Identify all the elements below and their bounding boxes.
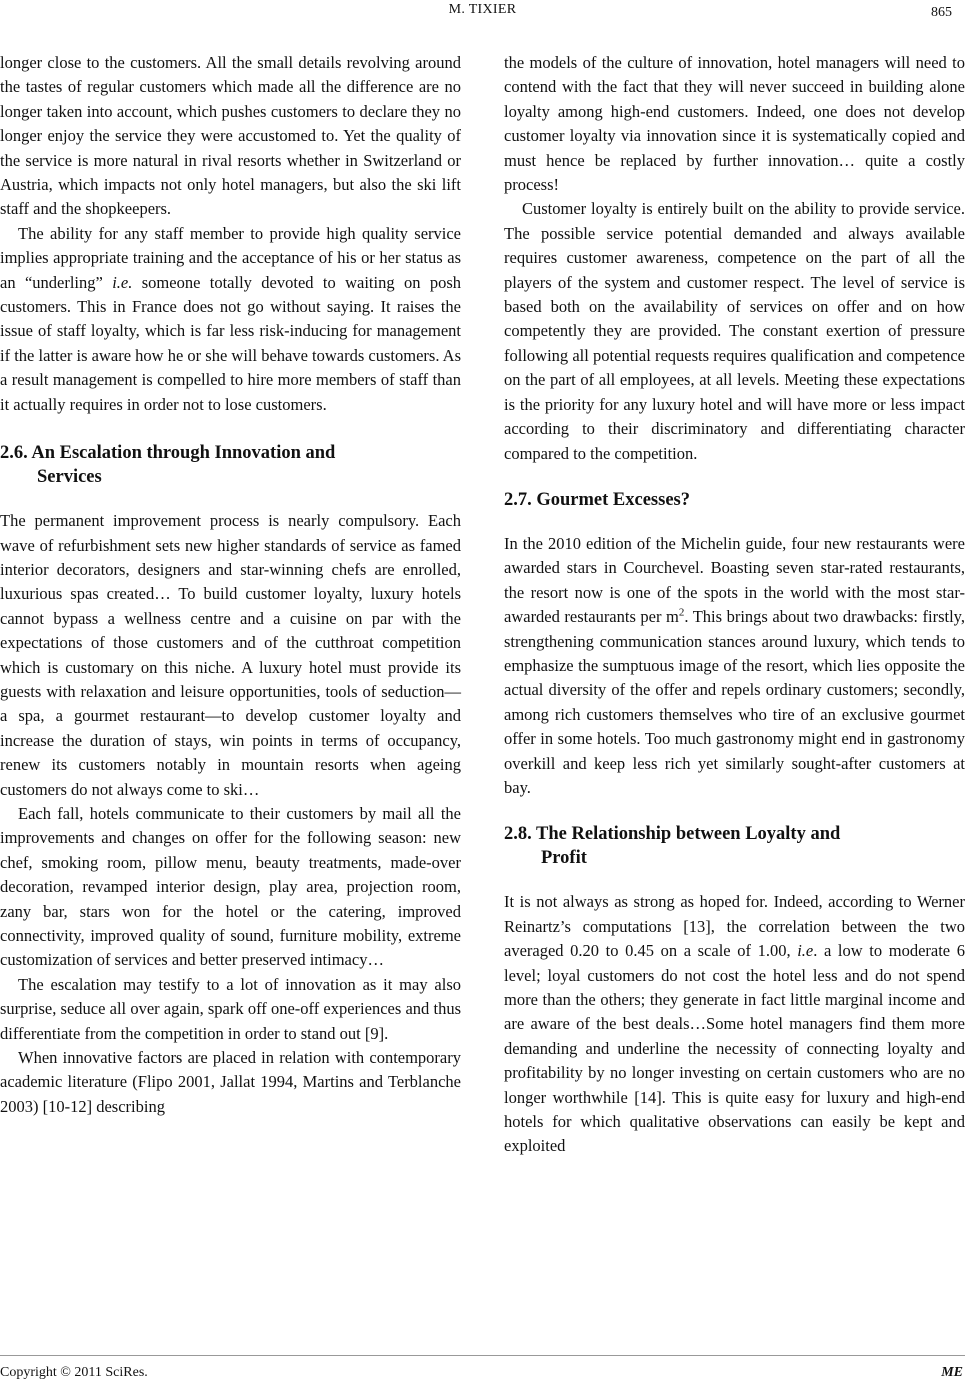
paragraph: the models of the culture of innovation, hotel managers will need to contend with the fact that they will never succeed in building alone loyalty among high-end customers. Indeed, one does not develop customer loyalty via innovation since it is systematically copied and must hence be replaced by further innovation… quite a costly process!	[504, 53, 965, 195]
paragraph-text: someone totally devoted to waiting on posh customers. This in France does not go without saying. It raises the issue of staff loyalty, which is far less risk-inducing for management if the latter is aware how he or she will behave towards customers. As a result management is compelled to hire more members of staff than it actually requires in order not to lose customers.	[0, 272, 461, 414]
right-column	[504, 51, 965, 1159]
heading-line: Services	[37, 467, 102, 488]
paragraph	[0, 222, 461, 417]
heading-line: 2.8. The Relationship between Loyalty and	[504, 824, 841, 845]
paragraph-text: . This brings about two drawbacks: firstly, strengthening communication stances around luxury, which tends to emphasize the sumptuous image of the resort, which lies opposite the actual diversity of the offer and repels ordinary customers; secondly, among rich customers themselves who tire of an exclusive gourmet offer in some hotels. Too much gastronomy might end in gastronomy overkill and keep less rich yet similarly sought-after customers at bay.	[504, 607, 965, 797]
paragraph-text: In the 2010 edition of the Michelin guide, four new restaurants were awarded stars in Courchevel. Boasting seven star-rated restaurants, the resort now is one of the spots in the world with the most star-awarded restaurants per m	[504, 533, 965, 627]
paragraph: Each fall, hotels communicate to their customers by mail all the improvements and changes on offer for the following season: new chef, smoking room, pillow menu, beauty treatments, made-over decoration, revamped interior design, play area, projection room, zany bar, stars won for the hotel or the catering, improved connectivity, improved quality of sound, furniture mobility, extreme customization of services and better preserved intimacy…	[0, 803, 461, 970]
paragraph-text: . a low to moderate 6 level; loyal customers do not cost the hotel less and do not spend more than the others; they generate in fact little marginal income and are aware of the best deals…Some hotel managers find them more demanding and underline the necessity of connecting loyalty and profitability by no longer investing on certain customers who are no longer worthwhile [14]. This is quite easy for luxury and high-end hotels for which qualitative observations can easily be kept and exploited	[504, 941, 965, 1156]
paragraph: The permanent improvement process is nearly compulsory. Each wave of refurbishment sets new higher standards of service as famed interior decorators, designers and star-winning chefs are enrolled, luxurious spas created… To build customer loyalty, luxury hotels cannot bypass a wellness centre and a cuisine on par with the expectations of those customers and of the cutthroat competition which is customary on this niche. A luxury hotel must provide its guests with relaxation and leisure opportunities, tools of seduction—a spa, a gourmet restaurant—to develop customer loyalty and increase the duration of stays, win points in terms of occupancy, renew its customers notably in mountain resorts when ageing customers do not always come to ski…	[0, 511, 461, 799]
heading-line: 2.6. An Escalation through Innovation and	[0, 443, 336, 464]
section-heading-2-6	[0, 441, 461, 489]
paragraph: Customer loyalty is entirely built on the ability to provide service. The possible service potential demanded and always available requires customer awareness, competence on the part of all the players of the system and customer respect. The level of service is based both on the availability of services on offer and on how competently they are provided. The constant exertion of pressure following all potential requests requires qualification and competence on the part of all employees, at all levels. Meeting these expectations is the priority for any luxury hotel and will have more or less impact according to their discriminatory and differentiating character compared to the competition.	[504, 199, 965, 463]
paragraph: The escalation may testify to a lot of innovation as it may also surprise, seduce all over again, spark off one-off experiences and thus differentiate from the competition in order to stand out [9].	[0, 974, 461, 1043]
page-number: 865	[931, 5, 952, 20]
footer-copyright: Copyright © 2011 SciRes.	[0, 1365, 148, 1380]
abbreviation: i.e.	[112, 272, 133, 292]
footer-divider	[0, 1355, 965, 1356]
paragraph: longer close to the customers. All the small details revolving around the tastes of regular customers which made all the difference are no longer taken into account, which pushes customers to declare they no longer enjoy the service they were accustomed to. Yet the quality of the service is more natural in rival resorts whether in Switzerland or Austria, which impacts not only hotel managers, but also the ski lift staff and the shopkeepers.	[0, 53, 461, 219]
paragraph	[504, 890, 965, 1158]
paragraph-text: It is not always as strong as hoped for. Indeed, according to Werner Reinartz’s computations [13], the correlation between the two averaged 0.20 to 0.45 on a scale of 1.00,	[504, 892, 965, 961]
heading-line: Profit	[541, 848, 587, 869]
footer-journal: ME	[941, 1365, 963, 1380]
left-column	[0, 51, 461, 1119]
paragraph: When innovative factors are placed in relation with contemporary academic literature (Flipo 2001, Jallat 1994, Martins and Terblanche 2003) [10-12] describing	[0, 1048, 461, 1116]
section-heading-2-8	[504, 822, 965, 870]
paragraph-text: The ability for any staff member to provide high quality service implies appropriate training and the acceptance of his or her status as an “underling”	[0, 223, 461, 292]
superscript: 2	[678, 606, 685, 619]
running-header-author: M. TIXIER	[448, 2, 517, 17]
section-heading-2-7: 2.7. Gourmet Excesses?	[504, 489, 690, 510]
paragraph	[504, 532, 965, 800]
abbreviation: i.e	[797, 941, 814, 961]
